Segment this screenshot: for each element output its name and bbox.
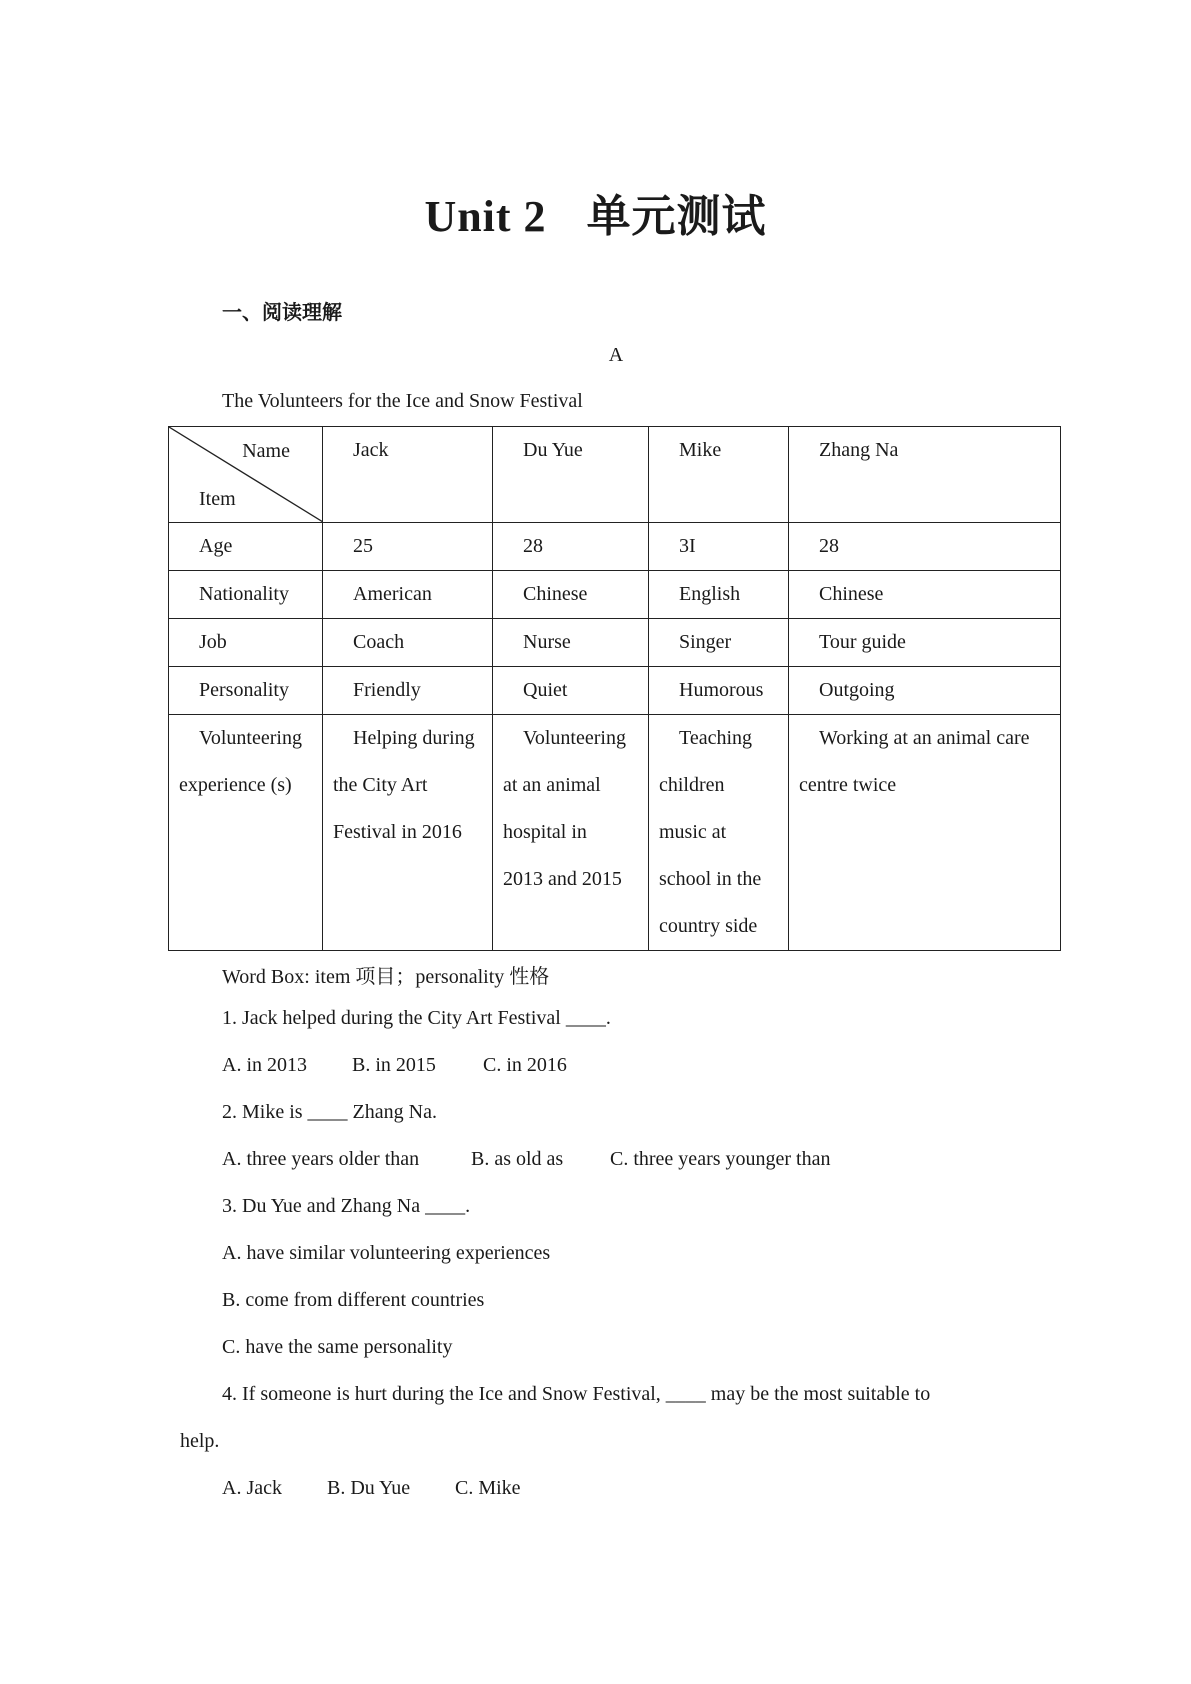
option: B. Du Yue [327, 1477, 411, 1499]
table-cell: Chinese [789, 571, 1061, 619]
table-cell: Teaching children music at school in the country side [649, 715, 789, 951]
row-label: Job [169, 619, 323, 667]
question-options [222, 1054, 567, 1077]
passage-label: A [608, 344, 624, 366]
header-cell: Mike [649, 427, 789, 523]
option: A. have similar volunteering experiences [222, 1242, 551, 1264]
page-title [0, 180, 1191, 244]
row-label: Nationality [169, 571, 323, 619]
table-row-experience [169, 715, 1061, 951]
option: A. in 2013 [222, 1054, 307, 1076]
option: B. in 2015 [352, 1054, 436, 1076]
question-stem: 3. Du Yue and Zhang Na ____. [222, 1195, 471, 1217]
table-row [169, 619, 1061, 667]
table-cell: Helping during the City Art Festival in 2016 [323, 715, 493, 951]
word-box: Word Box: item 项目；personality 性格 [222, 966, 550, 988]
table-cell: 28 [789, 523, 1061, 571]
table-title: The Volunteers for the Ice and Snow Festival [222, 390, 583, 412]
table-cell: Humorous [649, 667, 789, 715]
option: B. come from different countries [222, 1289, 485, 1311]
option: A. three years older than [222, 1148, 420, 1170]
table-header-row [169, 427, 1061, 523]
option: A. Jack [222, 1477, 282, 1499]
table-row [169, 571, 1061, 619]
option: C. three years younger than [610, 1148, 831, 1170]
table-cell: American [323, 571, 493, 619]
row-label: Personality [169, 667, 323, 715]
option: B. as old as [471, 1148, 564, 1170]
question-options [222, 1148, 830, 1171]
question-stem: 2. Mike is ____ Zhang Na. [222, 1101, 437, 1123]
row-label: Age [169, 523, 323, 571]
table-row [169, 667, 1061, 715]
option: C. in 2016 [483, 1054, 567, 1076]
table-cell: English [649, 571, 789, 619]
question-stem: 1. Jack helped during the City Art Festival ____. [222, 1007, 611, 1029]
volunteer-table [168, 426, 1061, 951]
section-heading: 一、阅读理解 [222, 300, 342, 324]
title-unit: Unit 2 [424, 192, 547, 241]
corner-cell [169, 427, 323, 523]
question-options [222, 1477, 521, 1500]
table-cell: Outgoing [789, 667, 1061, 715]
table-cell: 25 [323, 523, 493, 571]
table-cell: Nurse [493, 619, 649, 667]
table-row [169, 523, 1061, 571]
table-cell: Singer [649, 619, 789, 667]
option: C. have the same personality [222, 1336, 453, 1358]
title-cn: 单元测试 [586, 192, 767, 241]
row-label: Volunteering experience (s) [169, 715, 323, 951]
option: C. Mike [455, 1477, 521, 1499]
question-stem-continued: help. [180, 1430, 220, 1452]
table-cell: Coach [323, 619, 493, 667]
header-cell: Zhang Na [789, 427, 1061, 523]
table-cell: Chinese [493, 571, 649, 619]
corner-name-label: Name [242, 440, 290, 462]
question-stem: 4. If someone is hurt during the Ice and Snow Festival, ____ may be the most suitable to [222, 1383, 931, 1405]
table-cell: Friendly [323, 667, 493, 715]
table-cell: Quiet [493, 667, 649, 715]
table-cell: Tour guide [789, 619, 1061, 667]
table-cell: Working at an animal care centre twice [789, 715, 1061, 951]
header-cell: Jack [323, 427, 493, 523]
header-cell: Du Yue [493, 427, 649, 523]
table-cell: Volunteering at an animal hospital in 2013 and 2015 [493, 715, 649, 951]
table-cell: 3I [649, 523, 789, 571]
corner-item-label: Item [199, 488, 236, 510]
table-cell: 28 [493, 523, 649, 571]
